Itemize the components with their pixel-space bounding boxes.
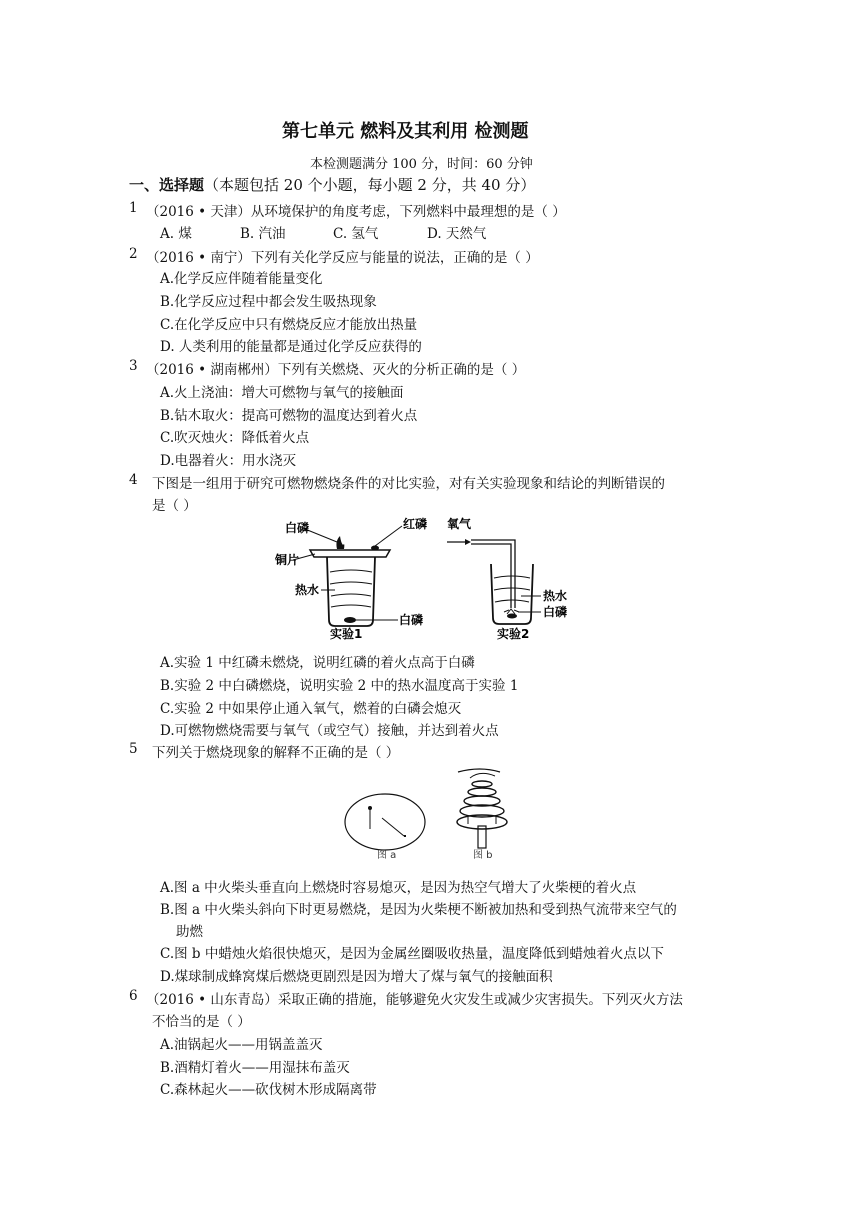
question-6-stem-cont: 不恰当的是（ ） [152, 1014, 251, 1030]
q5-option-a: A.图 a 中火柴头垂直向上燃烧时容易熄灭，是因为热空气增大了火柴梗的着火点 [160, 880, 637, 896]
question-5-stem: 下列关于燃烧现象的解释不正确的是（ ） [152, 745, 400, 761]
figure-a-caption: 图 a [377, 850, 397, 861]
experiment-2-apparatus [447, 539, 541, 624]
q4-option-b: B.实验 2 中白磷燃烧，说明实验 2 中的热水温度高于实验 1 [160, 678, 519, 694]
page-subtitle: 本检测题满分 100 分，时间：60 分钟 [310, 157, 533, 172]
section-heading [129, 174, 535, 195]
q3-option-b: B.钻木取火：提高可燃物的温度达到着火点 [160, 408, 418, 424]
q2-option-d: D. 人类利用的能量都是通过化学反应获得的 [160, 339, 422, 355]
question-1-stem: （2016 • 天津）从环境保护的角度考虑，下列燃料中最理想的是（ ） [146, 204, 566, 220]
q2-option-c: C.在化学反应中只有燃烧反应才能放出热量 [160, 317, 418, 333]
label-oxygen: 氧气 [447, 517, 472, 531]
label-hot-water-1: 热水 [295, 583, 320, 597]
section-label: 一、选择题 [129, 176, 205, 194]
question-1-number: 1 [129, 200, 138, 216]
label-copper-plate: 铜片 [275, 553, 300, 567]
q4-option-c: C.实验 2 中如果停止通入氧气，燃着的白磷会熄灭 [160, 701, 462, 717]
question-5-number: 5 [129, 741, 138, 757]
figure-a-match [345, 794, 425, 850]
experiment-1-caption: 实验1 [330, 627, 363, 641]
q2-option-b: B.化学反应过程中都会发生吸热现象 [160, 294, 377, 310]
q1-option-c: C. 氢气 [333, 226, 379, 242]
label-white-phosphorus-2: 白磷 [543, 605, 568, 619]
label-white-phosphorus-top: 白磷 [285, 521, 310, 535]
question-2-stem: （2016 • 南宁）下列有关化学反应与能量的说法，正确的是（ ） [146, 250, 539, 266]
question-2-number: 2 [129, 246, 138, 262]
q1-option-b: B. 汽油 [240, 226, 286, 242]
question-3-number: 3 [129, 358, 138, 374]
question-4-stem: 下图是一组用于研究可燃物燃烧条件的对比实验，对有关实验现象和结论的判断错误的 [152, 476, 665, 492]
match-candle-figure [340, 762, 530, 872]
q5-option-b: B.图 a 中火柴头斜向下时更易燃烧，是因为火柴梗不断被加热和受到热气流带来空气的 [160, 902, 677, 918]
page-title: 第七单元 燃料及其利用 检测题 [282, 121, 529, 142]
q3-option-a: A.火上浇油：增大可燃物与氧气的接触面 [160, 385, 404, 401]
question-6-number: 6 [129, 988, 138, 1004]
q5-option-c: C.图 b 中蜡烛火焰很快熄灭，是因为金属丝圈吸收热量，温度降低到蜡烛着火点以下 [160, 946, 664, 962]
figure-b-caption: 图 b [473, 850, 493, 861]
figure-b-candle-coil [457, 769, 507, 848]
q2-option-a: A.化学反应伴随着能量变化 [160, 271, 323, 287]
q6-option-a: A.油锅起火——用锅盖盖灭 [160, 1037, 323, 1053]
q1-option-d: D. 天然气 [427, 226, 487, 242]
q1-option-a: A. 煤 [160, 226, 192, 242]
q3-option-c: C.吹灭烛火：降低着火点 [160, 430, 310, 446]
label-red-phosphorus: 红磷 [403, 517, 428, 531]
question-4-number: 4 [129, 472, 138, 488]
q6-option-c: C.森林起火——砍伐树木形成隔离带 [160, 1082, 377, 1098]
question-3-stem: （2016 • 湖南郴州）下列有关燃烧、灭火的分析正确的是（ ） [146, 362, 526, 378]
question-6-stem: （2016 • 山东青岛）采取正确的措施，能够避免火灾发生或减少灾害损失。下列灭火方法 [146, 992, 683, 1008]
experiment-1-apparatus [293, 526, 402, 626]
q6-option-b: B.酒精灯着火——用湿抹布盖灭 [160, 1060, 350, 1076]
experiment-2-caption: 实验2 [497, 627, 530, 641]
q5-option-b-cont: 助燃 [176, 924, 203, 940]
q4-option-a: A.实验 1 中红磷未燃烧，说明红磷的着火点高于白磷 [160, 655, 475, 671]
q4-option-d: D.可燃物燃烧需要与氧气（或空气）接触，并达到着火点 [160, 723, 499, 739]
question-4-stem-cont: 是（ ） [152, 498, 197, 514]
q3-option-d: D.电器着火：用水浇灭 [160, 453, 297, 469]
label-hot-water-2: 热水 [543, 589, 568, 603]
combustion-experiment-figure [275, 512, 595, 642]
section-desc: （本题包括 20 个小题，每小题 2 分，共 40 分） [204, 176, 536, 194]
label-white-phosphorus-bottom-1: 白磷 [399, 613, 424, 627]
q5-option-d: D.煤球制成蜂窝煤后燃烧更剧烈是因为增大了煤与氧气的接触面积 [160, 969, 553, 985]
